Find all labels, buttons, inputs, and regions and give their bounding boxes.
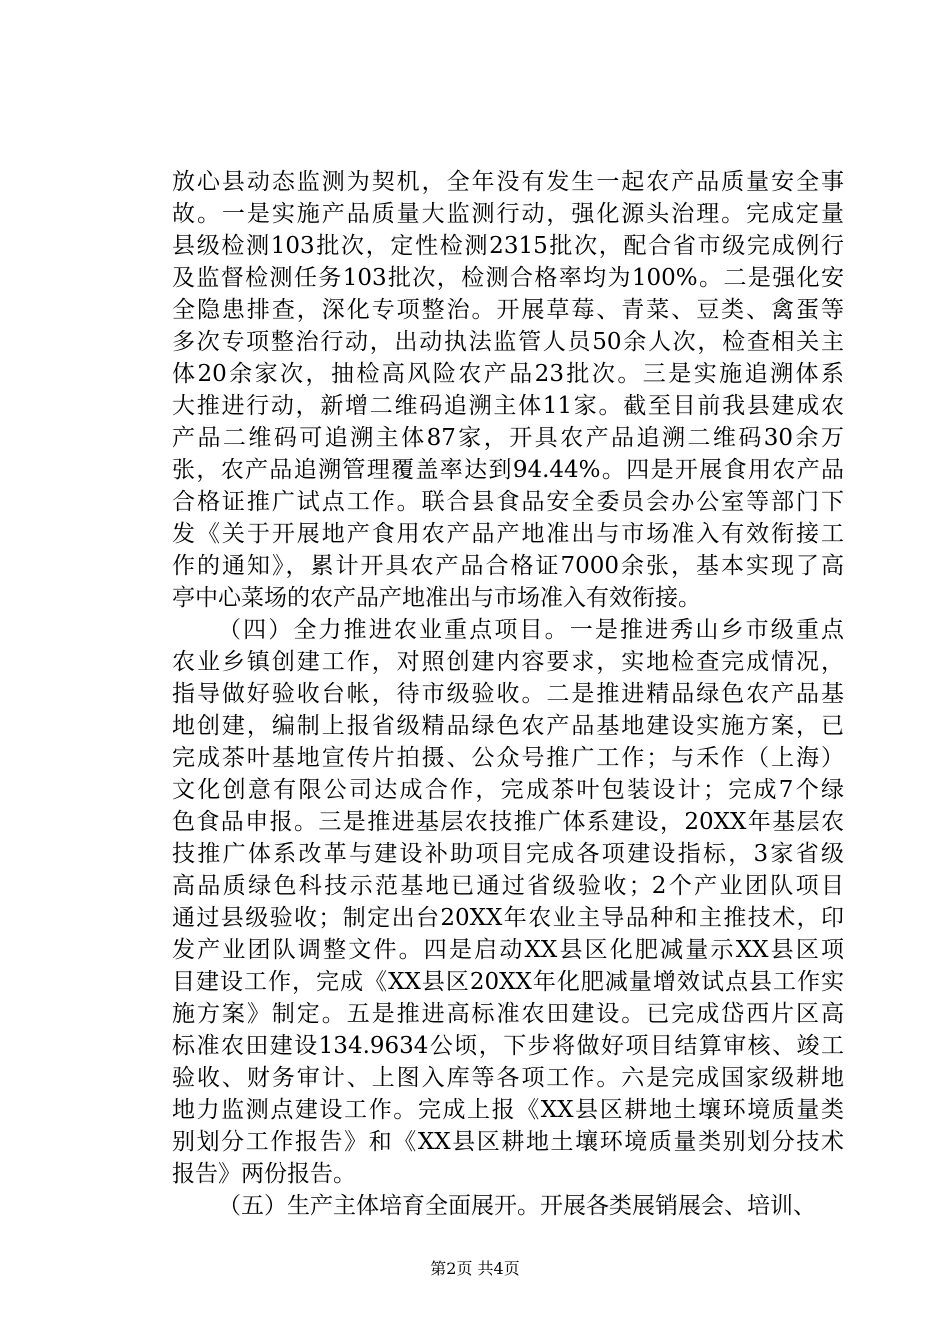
text-line: 地力监测点建设工作。完成上报《XX县区耕地土壤环境质量类 (172, 1097, 844, 1123)
text-line: 放心县动态监测为契机，全年没有发生一起农产品质量安全事 (172, 169, 844, 195)
text-line: 张，农产品追溯管理覆盖率达到94.44%。四是开展食用农产品 (172, 457, 844, 483)
text-line: 地创建，编制上报省级精品绿色农产品基地建设实施方案，已 (172, 713, 844, 739)
text-line: 验收、财务审计、上图入库等各项工作。六是完成国家级耕地 (172, 1065, 844, 1091)
text-line: 指导做好验收台帐，待市级验收。二是推进精品绿色农产品基 (172, 681, 844, 707)
text-line: 体20余家次，抽检高风险农产品23批次。三是实施追溯体系 (172, 361, 844, 387)
text-line: 别划分工作报告》和《XX县区耕地土壤环境质量类别划分技术 (172, 1129, 844, 1155)
text-line: 县级检测103批次，定性检测2315批次，配合省市级完成例行 (172, 233, 844, 259)
text-line: 发产业团队调整文件。四是启动XX县区化肥减量示XX县区项 (172, 937, 844, 963)
text-line: 合格证推广试点工作。联合县食品安全委员会办公室等部门下 (172, 489, 844, 515)
text-line: 通过县级验收；制定出台20XX年农业主导品种和主推技术，印 (172, 905, 844, 931)
page-footer: 第2页 共4页 (430, 1259, 520, 1278)
text-line: 故。一是实施产品质量大监测行动，强化源头治理。完成定量 (172, 201, 844, 227)
text-line: 多次专项整治行动，出动执法监管人员50余人次，检查相关主 (172, 329, 844, 355)
text-line: 标准农田建设134.9634公顷，下步将做好项目结算审核、竣工 (172, 1033, 844, 1059)
text-line: （五）生产主体培育全面展开。开展各类展销展会、培训、 (218, 1193, 816, 1219)
document-body (172, 166, 844, 1222)
text-line: 作的通知》，累计开具农产品合格证7000余张，基本实现了高 (172, 553, 844, 579)
text-line: 技推广体系改革与建设补助项目完成各项建设指标，3家省级 (172, 841, 844, 867)
text-line: 农业乡镇创建工作，对照创建内容要求，实地检查完成情况， (172, 649, 844, 675)
text-line: 及监督检测任务103批次，检测合格率均为100%。二是强化安 (172, 265, 844, 291)
text-line: 发《关于开展地产食用农产品产地准出与市场准入有效衔接工 (172, 521, 844, 547)
text-line: 文化创意有限公司达成合作，完成茶叶包装设计；完成7个绿 (172, 777, 844, 803)
text-line: 色食品申报。三是推进基层农技推广体系建设，20XX年基层农 (172, 809, 844, 835)
text-line: 大推进行动，新增二维码追溯主体11家。截至目前我县建成农 (172, 393, 844, 419)
text-line: 完成茶叶基地宣传片拍摄、公众号推广工作；与禾作（上海） (172, 745, 844, 771)
text-line: 施方案》制定。五是推进高标准农田建设。已完成岱西片区高 (172, 1001, 844, 1027)
text-line: 全隐患排查，深化专项整治。开展草莓、青菜、豆类、禽蛋等 (172, 297, 844, 323)
text-line: 高品质绿色科技示范基地已通过省级验收；2个产业团队项目 (172, 873, 844, 899)
text-line: 报告》两份报告。 (172, 1161, 356, 1187)
text-line: 目建设工作，完成《XX县区20XX年化肥减量增效试点县工作实 (172, 969, 844, 995)
text-line: （四）全力推进农业重点项目。一是推进秀山乡市级重点 (218, 617, 844, 643)
text-line: 亭中心菜场的农产品产地准出与市场准入有效衔接。 (172, 585, 701, 611)
text-line: 产品二维码可追溯主体87家，开具农产品追溯二维码30余万 (172, 425, 844, 451)
